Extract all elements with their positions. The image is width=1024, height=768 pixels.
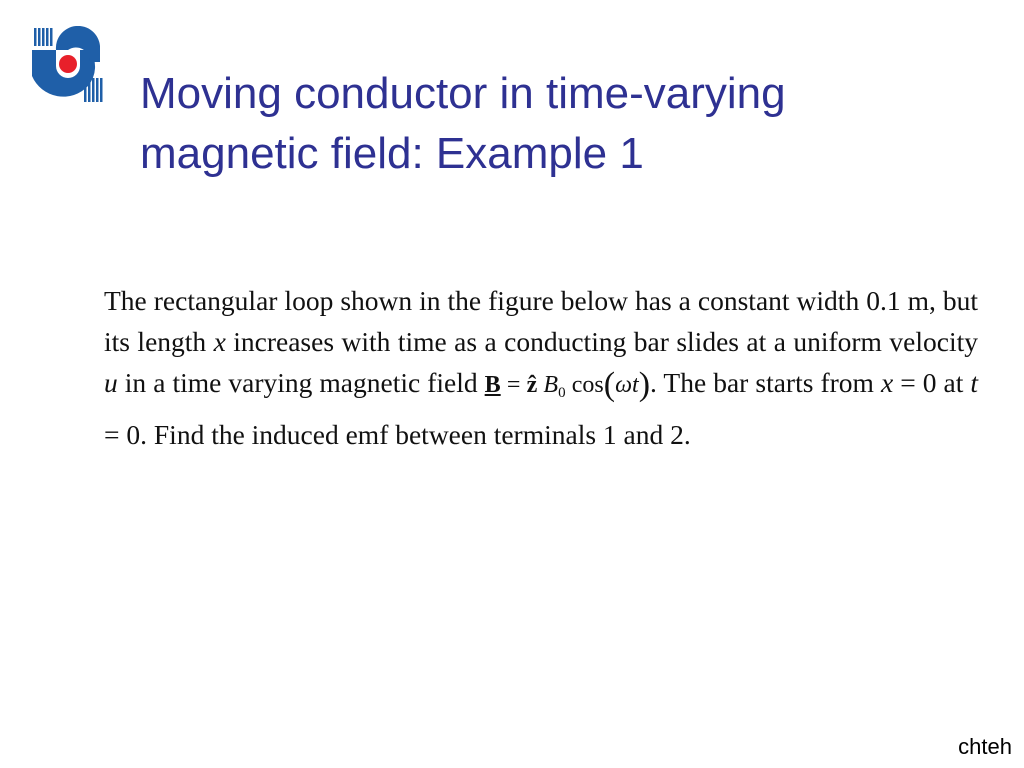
- formula-z-hat: ẑ: [526, 372, 538, 398]
- variable-u: u: [104, 367, 118, 398]
- formula-omega-t: ωt: [615, 372, 639, 398]
- formula-cos: cos: [571, 372, 604, 398]
- formula-vector-b: B: [484, 372, 501, 398]
- author-footer: chteh: [958, 734, 1012, 759]
- logo-red-dot: [59, 55, 77, 73]
- variable-t: t: [970, 367, 979, 398]
- problem-text-2: increases with time as a conducting bar slides at a uniform velocity: [225, 326, 978, 357]
- problem-text-4: . The bar starts from: [650, 367, 881, 398]
- variable-x: x: [213, 326, 226, 357]
- problem-text-1: The rectangular loop shown in the figure below has a constant width 0.1 m, but its length: [104, 285, 978, 357]
- formula-b0: B: [543, 372, 559, 398]
- logo-upper-arc: [56, 26, 100, 62]
- formula-equals: =: [506, 372, 521, 398]
- formula-left-paren: (: [603, 366, 616, 403]
- formula-subscript-0: 0: [558, 385, 566, 401]
- problem-text-5: = 0 at: [893, 367, 971, 398]
- problem-text-3: in a time varying magnetic field: [117, 367, 485, 398]
- problem-statement: [104, 280, 978, 455]
- problem-text-6: = 0. Find the induced emf between terminals 1 and 2.: [104, 419, 691, 450]
- variable-x-2: x: [880, 367, 894, 398]
- logo-left-stripes: [34, 28, 53, 46]
- slide-title-line2: magnetic field: Example 1: [140, 129, 644, 178]
- slide-title: [140, 64, 1000, 184]
- slide-title-line1: Moving conductor in time-varying: [140, 69, 786, 118]
- university-logo: [28, 26, 110, 106]
- formula-right-paren: ): [638, 366, 651, 403]
- magnetic-field-formula: [484, 366, 651, 403]
